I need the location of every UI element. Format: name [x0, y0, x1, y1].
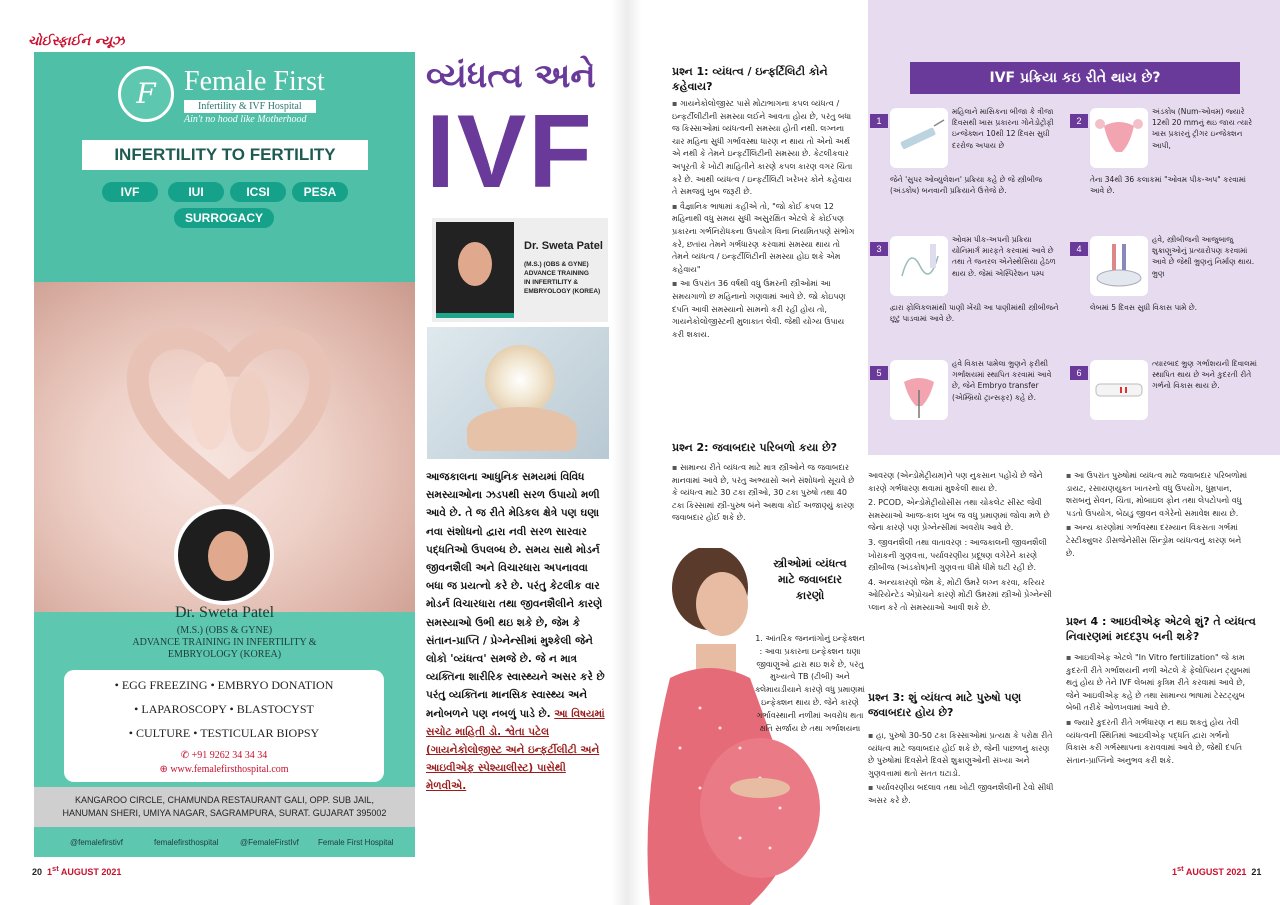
author-photo: [436, 222, 514, 318]
left-page: [0, 0, 625, 905]
pill-icsi: ICSI: [230, 182, 286, 202]
question-1-body: [672, 98, 858, 343]
step-number: 2: [1070, 114, 1088, 128]
ivf-process-title: IVF પ્રક્રિયા કઇ રીતે થાય છે?: [910, 62, 1240, 94]
step-text: હવે, સ્ત્રીબીજની આજુબાજુ શુક્રાણુઓનું પ્રત્યારોપણ કરવામાં આવે છે જેથી ભ્રુણનું નિર્માણ થાય. ભ્રુણ: [1152, 235, 1255, 278]
paragraph: 3. જીવનશૈલી તથા વાતાવરણ : આજકાલની જીવનશૈલી ખોરાકની ગુણવત્તા, પર્યાવરણીય પ્રદૂષણ વગેરેને કારણે સ્ત્રીબીજ (અંડકોષ)ની ગુણવત્તા ધીમે ધીમે ઘટી રહી છે.: [868, 537, 1047, 573]
heart-hands-illustration: [124, 314, 334, 504]
step-caption: જેને 'સુપર ઓવ્યુલેશન' પ્રક્રિયા કહે છે જે સ્ત્રીબીજ (અંડકોષ) બનવાની પ્રક્રિયાને ઉત્તેજે છે.: [890, 175, 1043, 195]
paragraph: ▪ સામાન્ય રીતે વ્યંધત્વ માટે માત્ર સ્ત્રીઓને જ જવાબદાર માનવામાં આવે છે, પરંતુ અભ્યાસો અને સંશોધનો સૂચવે છે કે વ્યંધત્વ માટે 30 ટકા સ્ત્રીઓ, 30 ટકા પુરુષો તથા 40 ટકા કિસ્સામાં સ્ત્રી-પુરુષ બંને અથવા કોઈ અજાણ્યું કારણ જવાબદાર હોઈ શકે છે.: [672, 462, 858, 525]
paragraph: ▪ વૈજ્ઞાનિક ભાષામાં કહીએ તો, "જો કોઈ કપલ 12 મહિનાથી વધુ સમય સુધી અસુરક્ષિત એટલે કે કોઈપણ પ્રકારના ગર્ભનિરોધકના ઉપયોગ વિના નિયમિતપણે સંભોગ કરે, છતાંય તેમને ગર્ભધારણ કરવામાં સમસ્યા થાય તો તેમને વ્યંધત્વ / ઇન્ફર્ટીલિટીની સમસ્યા હોઇ શકે એમ કહેવાય": [672, 201, 858, 277]
paragraph: ▪ જ્યારે કુદરતી રીતે ગર્ભધારણ ન થઇ શકતું હોય તેવી વ્યંધત્વની સ્થિતિમાં આઇવીએફ પદ્ધતિ દ્વારા ગર્ભનો વિકાસ કરી ગર્ભસ્થાપના કરાવવામાં આવે છે, જેથી દંપતિ સંતાન-પ્રાપ્તિનો અનુભવ કરી શકે.: [1066, 717, 1252, 767]
paragraph: ▪ અન્ય કારણોમાં ગર્ભાવસ્થા દરમ્યાન વિકસતા ગર્ભમાં ટેસ્ટીક્યુલર ડીસજેનેસીસ સિન્ડ્રોમ વ્યંધત્વનું કારણ બને છે.: [1066, 522, 1252, 560]
step-text: અંડકોષ (Num-ઓવમ) જ્યારે 12થી 20 mmનું થઇ જાય ત્યારે ખાસ પ્રકારનું ટ્રીગર ઇન્જેક્શન આપી,: [1152, 107, 1253, 150]
step-number: 6: [1070, 366, 1088, 380]
step-caption: દ્વારા ફોલિકલમાંથી પાણી ખેંચી આ પાણીમાંથી સ્ત્રીબીજને છૂટું પાડવામાં આવે છે.: [890, 303, 1059, 323]
ivf-step-1: [870, 104, 1060, 214]
services-line: • EGG FREEZING • EMBRYO DONATION: [114, 678, 334, 692]
phone-number: ✆ +91 9262 34 34 34: [180, 750, 268, 761]
paragraph: ▪ ગાયનેકોલોજીસ્ટ પાસે મોટાભાગના કપલ વ્યંધત્વ / ઇન્ફર્ટીલીટીની સમસ્યા લઈને આવતા હોય છે, પરંતુ બધા જ કિસ્સાઓમાં વ્યંધત્વની સમસ્યા હોતી નથી. લગ્નના ચાર મહિના સુધી ગર્ભાવસ્થા ધારણ ન થાય તો એનો અર્થ એ નથી કે તેમને ઇન્ફર્ટીલિટીની સમસ્યા છે. કેટલીકવાર અપૂરતી કે ખોટી માહિતીને કારણે કપલ કારણ વગર ચિંતા કરે છે. આથી વ્યંધત્વ / ઇન્ફર્ટીલિટી ખરેખર કોને કહેવાય તે સમજવું ખુબ જરૂરી છે.: [672, 98, 858, 199]
ivf-step-5: [870, 356, 1060, 466]
services-line: • LAPAROSCOPY • BLASTOCYST: [134, 702, 314, 716]
step-text: હવે વિકાસ પામેલા ભ્રુણને ફરીથી ગર્ભાશયમાં સ્થાપિત કરવામાં આવે છે, જેને Embryo transfer (એમ્બ્રિયો ટ્રાન્સફર) કહે છે.: [952, 359, 1052, 402]
doctor-photo: [174, 505, 274, 605]
brand-subtitle: Infertility & IVF Hospital: [184, 100, 316, 113]
instagram-handle: femalefirsthospital: [154, 838, 219, 847]
intro-text: આજકાલના આધુનિક સમયમાં વિવિધ સમસ્યાઓના ઝડપથી સરળ ઉપાયો મળી આવે છે. તે જ રીતે મેડિકલ ક્ષેત્રે પણ ઘણા નવા સંશોધનો દ્વારા નવી સરળ સારવાર પદ્ધતિઓ ઉપલબ્ધ છે. સમય સાથે મોડર્ન જીવનશૈલી અને વિચારધારા અપનાવવા બધા જ પ્રયત્નો કરે છે. પરંતુ કેટલીક વાર મોડર્ન વિચારધારા તથા જીવનશૈલીને કારણે સમસ્યાઓ ઉભી થઇ શકે છે, જેમ કે સંતાન-પ્રાપ્તિ / પ્રેગ્નેન્સીમાં મુશ્કેલી જેને લોકો 'વ્યંધત્વ' સમજે છે. જે ન માત્ર વ્યક્તિના શારીરિક સ્વાસ્થ્યને અસર કરે છે પરંતુ વ્યક્તિના માનસિક સ્વાસ્થ્ય અને મનોબળને પણ નબળું પાડે છે.: [426, 471, 605, 720]
pregnancy-test-icon: [1090, 360, 1148, 420]
women-causes-text: 1. આંતરિક જનનાંગોનું ઇન્ફેક્શન : આવા પ્રકારના ઇન્ફેક્શન ઘણા જીવાણુઓ દ્વારા થઇ શકે છે, પરંતુ મુખ્યત્વે TB (ટીબી) અને ક્લેમાયડીયાને કારણે વધુ પ્રમાણમાં ઇન્ફેક્શન થાય છે. જેને કારણે ગર્ભાવસ્થાની નળીમાં અવરોધ થતા ક્ષતિ સર્જાય છે તથા ગર્ભાશયના: [755, 634, 865, 733]
hospital-logo: F: [118, 66, 174, 122]
doctor-credential: EMBRYOLOGY (KOREA): [167, 649, 282, 660]
author-name: Dr. Sweta Patel: [524, 240, 603, 252]
article-title-gujarati: વ્યંધત્વ અને: [426, 56, 596, 96]
page-gutter: [612, 0, 642, 905]
question-3-heading: પ્રશ્ન 3: શું વ્યંધત્વ માટે પુરુષો પણ જવાબદાર હોય છે?: [868, 691, 1022, 719]
question-2-body: [672, 462, 858, 527]
step-caption: તેના 34થી 36 કલાકમાં "ઓવમ પીક-અપ" કરવામાં આવે છે.: [1090, 175, 1246, 195]
question-4-heading: પ્રશ્ન 4 : આઇવીએફ એટલે શું? તે વ્યંધત્વ નિવારણમાં મદદરૂપ બની શકે?: [1066, 615, 1256, 643]
pill-iui: IUI: [168, 182, 224, 202]
syringe-icon: [890, 108, 948, 168]
ivf-step-3: [870, 232, 1060, 342]
social-links: [34, 830, 415, 857]
embryo-transfer-icon: [890, 360, 948, 420]
question-1-heading: પ્રશ્ન 1: વ્યંધત્વ / ઇન્ફર્ટિલિટી કોને કહેવાય?: [672, 65, 828, 93]
facebook-handle: @femalefirstivf: [70, 838, 124, 847]
paragraph: આવરણ (એન્ડોમેટ્રીયમ)ને પણ નુકસાન પહોંચે છે જેને કારણે ગર્ભધારણ થવામાં મુશ્કેલી થાય છે.: [868, 471, 1043, 493]
ad-headline: INFERTILITY TO FERTILITY: [82, 140, 368, 170]
paragraph: ▪ આ ઉપરાંત પુરુષોમાં વ્યંધત્વ માટે જવાબદાર પરિબળોમાં ડાયટ, રસાયણયુક્ત ખાતરનો વધુ ઉપયોગ, ધુમ્રપાન, શરાબનું સેવન, ચિંતા, મોબાઇલ ફોન તથા લેપટોપનો વધુ પડતો ઉપયોગ, બેઠાડુ જીવન વગેરેનો સમાવેશ થાય છે.: [1066, 470, 1252, 520]
website-handle: Female First Hospital: [318, 838, 394, 847]
egg-retrieval-icon: [890, 236, 948, 296]
paragraph: ▪ હા, પુરુષો 30-50 ટકા કિસ્સાઓમાં પ્રત્યક્ષ કે પરોક્ષ રીતે વ્યંધત્વ માટે જવાબદાર હોઈ શકે છે, જેની પાછળનું કારણ છે પુરુષોમાં દિવસેને દિવસે શુક્રાણુઓની સંખ્યા અને ગુણવત્તામાં થતો સતત ઘટાડો.: [868, 730, 1058, 780]
services-line: • CULTURE • TESTICULAR BIOPSY: [128, 726, 320, 740]
step-caption: લેબમાં 5 દિવસ સુધી વિકાસ પામે છે.: [1090, 303, 1198, 312]
address-line: KANGAROO CIRCLE, CHAMUNDA RESTAURANT GALI, OPP. SUB JAIL,: [74, 795, 375, 805]
article-intro: [426, 468, 608, 796]
twitter-handle: @FemaleFirstIvf: [240, 838, 299, 847]
website: ⊕ www.femalefirsthospital.com: [159, 764, 289, 775]
services-box: [64, 670, 384, 782]
women-causes-heading: સ્ત્રીઓમાં વ્યંધત્વ માટે જવાબદાર કારણો: [773, 557, 847, 602]
step-number: 4: [1070, 242, 1088, 256]
address-line: HANUMAN SHERI, UMIYA NAGAR, SAGRAMPURA, SURAT. GUJARAT 395002: [62, 808, 387, 818]
pill-pesa: PESA: [292, 182, 348, 202]
step-text: ઓવમ પીક-અપની પ્રક્રિયા યોનિમાર્ગ મારફતે કરવામાં આવે છે તથા તે જનરલ એનેસ્થેસિયા હેઠળ થાય છે. જેમાં એસ્પિરેશન પમ્પ: [952, 235, 1056, 278]
article-title-ivf: IVF: [426, 94, 594, 210]
question-4-body: [1066, 652, 1252, 769]
uterus-icon: [1090, 108, 1148, 168]
ivf-step-4: [1070, 232, 1260, 342]
paragraph: 4. અન્યકારણો જેમ કે, મોટી ઉંમરે લગ્ન કરવા, કરિયર ઓરિયેન્ટેડ એપ્રોચને કારણે મોટી ઉંમરમાં સ્ત્રીઓ પ્રેગ્નેન્સી પ્લાન કરે તો સમસ્યાઓ આવી શકે છે.: [868, 577, 1052, 612]
step-number: 1: [870, 114, 888, 128]
page-number-left: 20 1st AUGUST 2021: [32, 864, 122, 877]
paragraph: ▪ આઇવીએફ એટલે "In Vitro fertilization" જે કામ કુદરતી રીતે ગર્ભાશયની નળી એટલે કે ફેલોપિયન ટ્યુબમાં થતું હોય છે તેને IVF લેબમાં કૃત્રિમ રીતે કરવામાં આવે છે, જેને આઇવીએફ કહે છે તથા સામાન્ય ભાષામાં ટેસ્ટટ્યુબ બેબી તરીકે ઓળખવામાં આવે છે.: [1066, 652, 1252, 715]
intro-highlight: આ વિષયમાં સચોટ માહિતી ડો. શ્વેતા પટેલ (ગાયનેકોલોજીસ્ટ અને ઇન્ફર્ટીલીટી અને આઇવીએફ સ્પેશ્યાલીસ્ટ) પાસેથી મેળવીએ.: [426, 707, 605, 793]
doctor-name: Dr. Sweta Patel: [174, 604, 275, 621]
author-card: [432, 218, 608, 322]
step-text: ત્યારબાદ ભ્રુણ ગર્ભાશયની દિવાલમાં સ્થાપિત થાય છે અને કુદરતી રીતે ગર્ભનો વિકાસ થાય છે.: [1152, 359, 1257, 391]
step-number: 3: [870, 242, 888, 256]
column-3: [868, 470, 1058, 617]
paragraph: ▪ પર્યાવરણીય બદલાવ તથા ખોટી જીવનશૈલીની ટેવો સીધી અસર કરે છે.: [868, 782, 1058, 807]
doctor-credential: ADVANCE TRAINING IN INFERTILITY &: [132, 637, 317, 648]
doctor-credential: (M.S.) (OBS & GYNE): [176, 625, 273, 636]
author-credentials: (M.S.) (OBS & GYNE) ADVANCE TRAINING IN INFERTILITY & EMBRYOLOGY (KOREA): [524, 261, 601, 295]
masthead: ચોઈસ્ફાઈન ન્યૂઝ: [28, 34, 125, 49]
petri-dish-icon: [1090, 236, 1148, 296]
step-text: મહિલાને માસિકના બીજા કે ત્રીજા દિવસથી ખાસ પ્રકારના ગોનેડોટ્રોફી ઇન્જેક્શન 10થી 12 દિવસ સુધી દરરોજ અપાય છે: [952, 107, 1054, 150]
pill-surrogacy: SURROGACY: [174, 208, 274, 228]
pill-ivf: IVF: [102, 182, 158, 202]
brand-name: Female First: [184, 66, 325, 97]
ivf-step-2: [1070, 104, 1260, 214]
paragraph: ▪ આ ઉપરાંત 36 વર્ષથી વધુ ઉંમરની સ્ત્રીઓમાં આ સમયગાળો છ મહિનાનો ગણવામાં આવે છે. જો કોઇપણ દંપતિ આવી સમસ્યાનો સામનો કરી રહી હોય તો, ગાયનેકોલોજીસ્ટની મુલાકાત લેવી. જેથી યોગ્ય ઉપાય કરી શકાય.: [672, 278, 858, 341]
fetus-hands-image: [427, 327, 609, 459]
page-number-right: 1st AUGUST 2021 21: [1172, 864, 1262, 877]
column-4: [1066, 470, 1252, 562]
question-2-heading: પ્રશ્ન 2: જવાબદાર પરિબળો કયા છે?: [672, 441, 838, 454]
step-number: 5: [870, 366, 888, 380]
brand-tagline: Ain't no hood like Motherhood: [184, 114, 307, 125]
hospital-advertisement: [34, 52, 415, 857]
hospital-address: [34, 787, 415, 827]
ivf-step-6: [1070, 356, 1260, 466]
paragraph: 2. PCOD, એન્ડોમેટ્રીયોસીસ તથા ચોકલેટ સીસ્ટ જેવી સમસ્યાઓ આજ-કાલ ખુબ જ વધુ પ્રમાણમાં જોવા મળે છે જેના કારણે પણ પ્રેગ્નેન્સીમાં અવરોધ આવે છે.: [868, 498, 1050, 533]
question-3-body: [868, 730, 1058, 810]
